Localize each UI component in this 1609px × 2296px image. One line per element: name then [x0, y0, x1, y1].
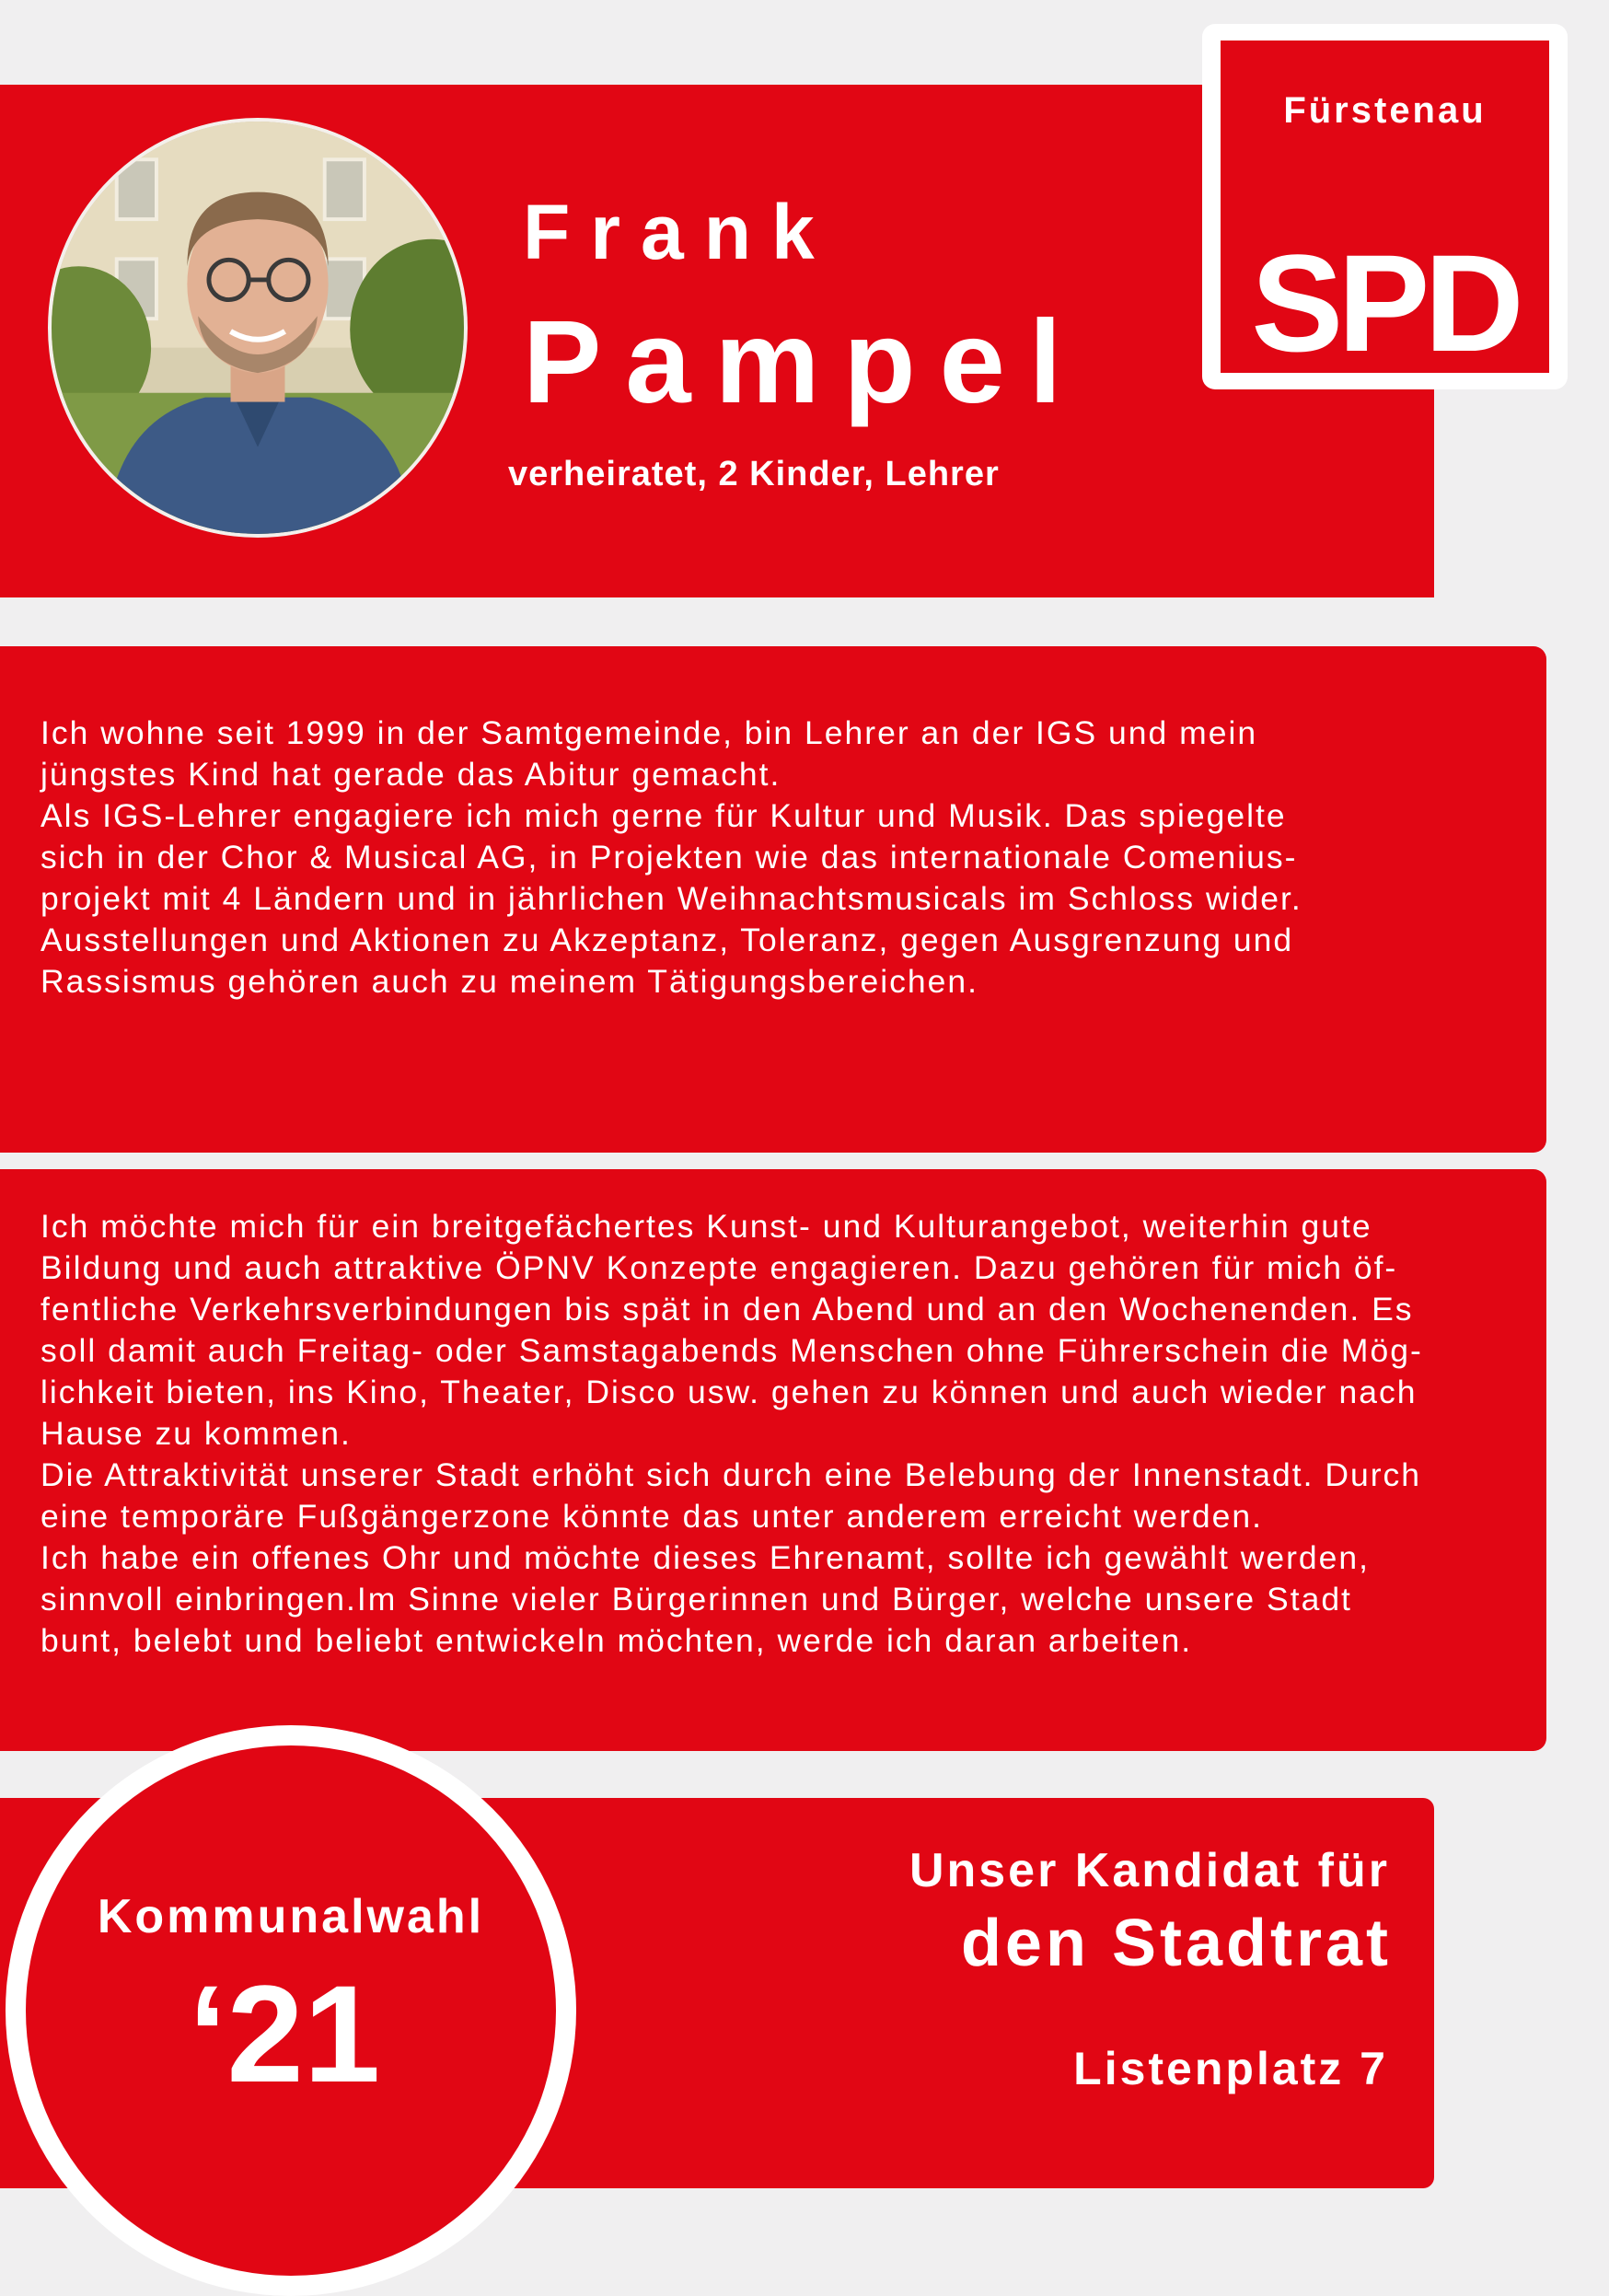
- candidate-tagline: Unser Kandidat für: [909, 1844, 1390, 1897]
- candidate-office: den Stadtrat: [960, 1907, 1392, 1980]
- election-year: ‘21: [188, 1956, 381, 2111]
- election-label: Kommunalwahl: [97, 1890, 485, 1943]
- candidate-subtitle: verheiratet, 2 Kinder, Lehrer: [508, 455, 1000, 493]
- portrait-photo: [52, 122, 464, 534]
- goals-box: [0, 1169, 1546, 1751]
- candidate-portrait: [48, 118, 468, 538]
- election-badge: [6, 1725, 576, 2296]
- logo-city: Fürstenau: [1283, 90, 1487, 131]
- goals-paragraph: Ich möchte mich für ein breitgefächertes Kunst- und Kulturangebot, weiterhin gute Bildung und auch attraktive ÖPNV Konzepte engagieren. Dazu gehören für mich öf- fentliche Verkehrsverbindungen bis spät in den Abend und an den Wochenenden. Es soll damit auch Freitag- oder Samstagabends Menschen ohne Führerschein die Mög- lichkeit bieten, ins Kino, Theater, Disco usw. gehen zu können und auch wieder nach Hause zu kommen. Die Attraktivität unserer Stadt erhöht sich durch eine Belebung der Innenstadt. Durch eine temporäre Fußgängerzone könnte das unter anderem erreicht werden. Ich habe ein offenes Ohr und möchte dieses Ehrenamt, sollte ich gewählt werden, sinnvoll einbringen.Im Sinne vieler Bürgerinnen und Bürger, welche unsere Stadt bunt, belebt und beliebt entwickeln möchten, werde ich daran arbeiten.: [41, 1208, 1423, 1659]
- candidate-last-name: Pampel: [523, 296, 1086, 428]
- bio-box: [0, 646, 1546, 1153]
- spd-logo: [1202, 24, 1568, 389]
- election-badge-inner: [26, 1745, 556, 2276]
- logo-red-square: [1221, 41, 1549, 380]
- logo-party: SPD: [1251, 226, 1519, 380]
- bio-paragraph: Ich wohne seit 1999 in der Samtgemeinde, bin Lehrer an der IGS und mein jüngstes Kind hat gerade das Abitur gemacht. Als IGS-Lehrer engagiere ich mich gerne für Kultur und Musik. Das spiegelte sich in der Chor & Musical AG, in Projekten wie das internationale Comenius- projekt mit 4 Ländern und in jährlichen Weihnachtsmusicals im Schloss wider. Ausstellungen und Aktionen zu Akzeptanz, Toleranz, gegen Ausgrenzung und Rassismus gehören auch zu meinem Tätigungsbereichen.: [41, 714, 1302, 1000]
- list-place: Listenplatz 7: [1073, 2043, 1388, 2094]
- candidate-first-name: Frank: [523, 189, 835, 275]
